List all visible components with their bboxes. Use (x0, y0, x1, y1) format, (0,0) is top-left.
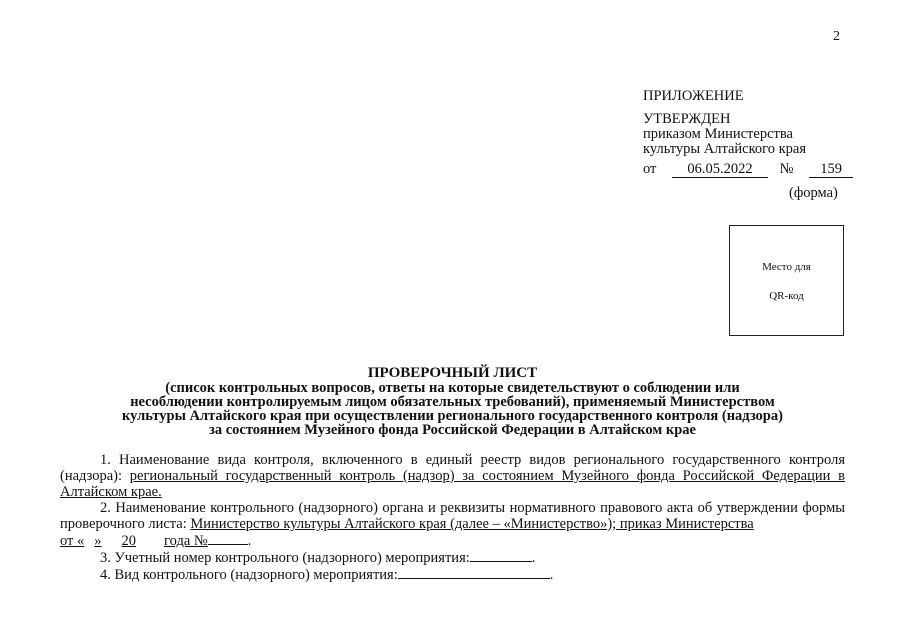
item-2-date-line: от « » 20 года № . (60, 533, 252, 549)
document-title: ПРОВЕРОЧНЫЙ ЛИСТ (367, 365, 538, 381)
approved-by-line2: культуры Алтайского края (643, 141, 807, 157)
item-3: 3. Учетный номер контрольного (надзорного) мероприятия: . (100, 550, 536, 566)
page-number: 2 (833, 29, 840, 44)
subtitle-line1: (список контрольных вопросов, ответы на которые свидетельствуют о соблюдении или (165, 380, 740, 396)
item-4-blank (398, 566, 550, 579)
item-2-tail-b: » (94, 533, 102, 549)
item-2-tail-c: 20 (121, 533, 137, 549)
approved-by-line1: приказом Министерства (643, 126, 793, 142)
order-number: 159 (809, 162, 853, 178)
approval-block (643, 112, 883, 157)
qr-code-placeholder (729, 225, 844, 336)
document-title-block (60, 366, 845, 437)
item-2-tail-d: года № (164, 533, 208, 549)
subtitle-line4: за состоянием Музейного фонда Российской Федерации в Алтайском крае (209, 422, 696, 438)
number-sign: № (779, 161, 794, 177)
item-1 (60, 452, 845, 500)
form-label: (форма) (789, 185, 838, 201)
date-prefix: от (643, 161, 657, 177)
qr-placeholder-line2: QR-код (769, 290, 804, 302)
order-date: 06.05.2022 (672, 162, 768, 178)
subtitle-line3: культуры Алтайского края при осуществлении регионального государственного контроля (надзора) (122, 408, 783, 424)
subtitle-line2: несоблюдении контролируемым лицом обязательных требований), применяемый Министерством (130, 394, 775, 410)
document-body (60, 452, 845, 583)
item-2 (60, 500, 845, 532)
item-2-value: Министерство культуры Алтайского края (далее – «Министерство»); приказ Министерства (190, 516, 754, 532)
item-1-value: региональный государственный контроль (надзор) за состоянием Музейного фонда Российской Федерации в Алтайском крае. (60, 468, 845, 500)
approved-label: УТВЕРЖДЕН (643, 111, 731, 127)
appendix-label: ПРИЛОЖЕНИЕ (643, 88, 744, 104)
order-date-line (643, 161, 853, 178)
item-4-text: 4. Вид контрольного (надзорного) мероприятия: (100, 567, 398, 583)
item-3-blank (470, 549, 532, 562)
item-4: 4. Вид контрольного (надзорного) мероприятия: . (100, 567, 554, 583)
item-3-text: 3. Учетный номер контрольного (надзорного) мероприятия: (100, 550, 470, 566)
item-1-text: 1. Наименование вида контроля, включенного в единый реестр видов регионального государственного контроля (надзора): (60, 452, 845, 484)
item-2-text: 2. Наименование контрольного (надзорного) органа и реквизиты нормативного правового акта об утверждении формы проверочного листа: (60, 500, 845, 532)
qr-placeholder-line1: Место для (762, 261, 811, 273)
item-2-number-blank (208, 532, 248, 545)
item-2-tail-a: от « (60, 533, 85, 549)
